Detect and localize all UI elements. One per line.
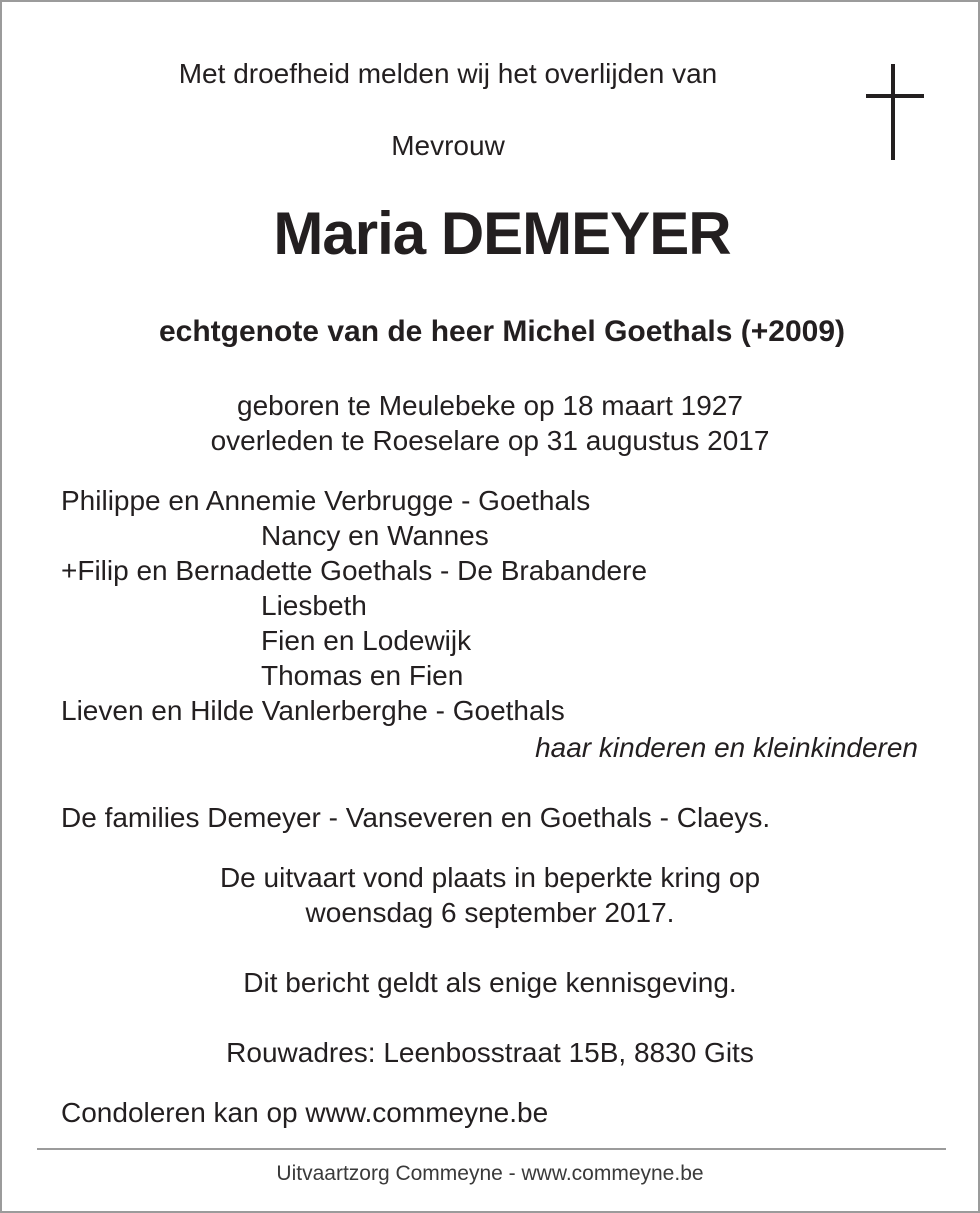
footer-divider	[37, 1148, 946, 1150]
birth-line: geboren te Meulebeke op 18 maart 1927	[237, 390, 743, 421]
footer-credit: Uitvaartzorg Commeyne - www.commeyne.be	[276, 1162, 704, 1185]
family-member: Lieven en Hilde Vanlerberghe - Goethals	[61, 695, 565, 726]
intro-text: Met droefheid melden wij het overlijden van	[178, 58, 718, 89]
family-signoff: haar kinderen en kleinkinderen	[535, 732, 918, 763]
spouse-line: echtgenote van de heer Michel Goethals (+2009)	[158, 315, 846, 348]
sole-notice: Dit bericht geldt als enige kennisgeving.	[243, 967, 737, 998]
funeral-line-2: woensdag 6 september 2017.	[305, 897, 675, 928]
family-member: Liesbeth	[261, 590, 367, 621]
extended-families: De families Demeyer - Vanseveren en Goethals - Claeys.	[61, 802, 771, 833]
funeral-line-1: De uitvaart vond plaats in beperkte kring op	[219, 862, 761, 893]
family-member: +Filip en Bernadette Goethals - De Brabandere	[61, 555, 648, 586]
family-member: Thomas en Fien	[261, 660, 464, 691]
family-member: Nancy en Wannes	[261, 520, 489, 551]
deceased-name: Maria DEMEYER	[273, 200, 731, 267]
mourning-address: Rouwadres: Leenbosstraat 15B, 8830 Gits	[226, 1037, 754, 1068]
family-member: Philippe en Annemie Verbrugge - Goethals	[61, 485, 591, 516]
salutation: Mevrouw	[391, 130, 505, 161]
family-member: Fien en Lodewijk	[261, 625, 472, 656]
condolences-line: Condoleren kan op www.commeyne.be	[61, 1097, 549, 1128]
death-line: overleden te Roeselare op 31 augustus 2017	[210, 425, 770, 456]
